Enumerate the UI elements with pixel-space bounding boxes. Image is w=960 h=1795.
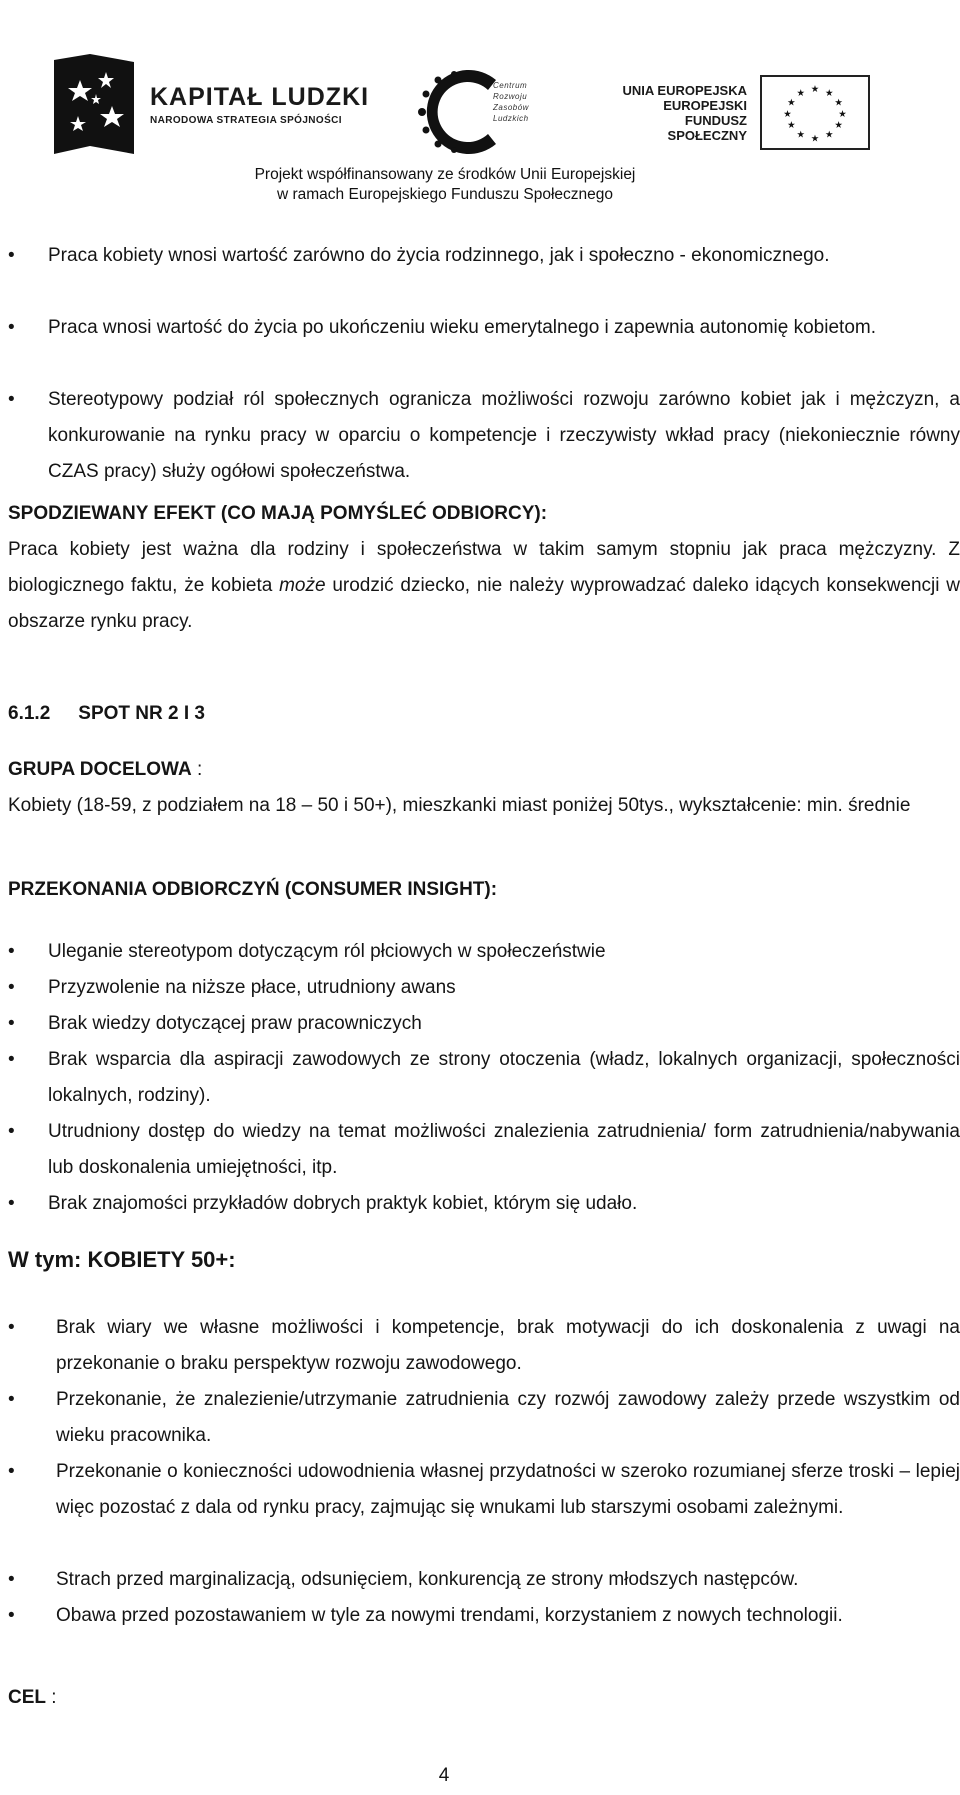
crzl-line: Zasobów bbox=[493, 103, 529, 112]
crzl-logo-text bbox=[493, 80, 529, 124]
target-text: Kobiety (18-59, z podziałem na 18 – 50 i 50+), mieszkanki miast poniżej 50tys., wykształcenie: min. średnie bbox=[8, 795, 911, 816]
svg-text:★: ★ bbox=[796, 87, 806, 99]
target-heading-label: GRUPA DOCELOWA bbox=[8, 759, 192, 780]
list-item-text: Przekonanie o konieczności udowodnienia własnej przydatności w szeroko rozumianej sferze troski – lepiej więc pozostać z dala od rynku pracy, zajmując się wnukami lub starszymi osobami zależnymi. bbox=[56, 1461, 960, 1518]
women50-heading: W tym: KOBIETY 50+: bbox=[8, 1247, 236, 1272]
bullet: • bbox=[8, 317, 15, 338]
bullet: • bbox=[8, 1193, 15, 1214]
list-item-text: Praca wnosi wartość do życia po ukończeniu wieku emerytalnego i zapewnia autonomię kobietom. bbox=[48, 317, 876, 338]
bullet: • bbox=[8, 1013, 15, 1034]
list-item-text: Brak wiedzy dotyczącej praw pracowniczych bbox=[48, 1013, 422, 1034]
svg-text:★: ★ bbox=[783, 108, 792, 120]
kapital-ludzki-title: KAPITAŁ LUDZKI bbox=[150, 83, 370, 111]
svg-text:★: ★ bbox=[787, 120, 796, 132]
svg-text:★: ★ bbox=[834, 120, 843, 132]
list-item-text: Utrudniony dostęp do wiedzy na temat możliwości znalezienia zatrudnienia/ form zatrudnienia/nabywania lub doskonalenia umiejętności, itp. bbox=[48, 1121, 960, 1178]
bullet: • bbox=[8, 1605, 15, 1626]
effect-text-part: Praca kobiety jest ważna dla rodziny i społeczeństwa w takim samym stopniu jak praca mężczyzny. Z biologicznego faktu, że kobieta bbox=[8, 539, 960, 596]
list-item-text: Stereotypowy podział ról społecznych ogranicza możliwości rozwoju zarówno kobiet jak i mężczyzn, a konkurowanie na rynku pracy w oparciu o kompetencje i rzeczywisty wkład pracy (niekoniecznie równy CZAS pracy) służy ogółowi społeczeństwa. bbox=[48, 389, 960, 482]
effect-emphasis: może bbox=[279, 575, 326, 596]
svg-text:★: ★ bbox=[838, 108, 847, 120]
crzl-line: Ludzkich bbox=[493, 114, 529, 123]
eu-line: UNIA EUROPEJSKA bbox=[622, 83, 747, 98]
list-item-text: Uleganie stereotypom dotyczącym ról płciowych w społeczeństwie bbox=[48, 941, 606, 962]
list-item-text: Przyzwolenie na niższe płace, utrudniony awans bbox=[48, 977, 456, 998]
effect-heading: SPODZIEWANY EFEKT (CO MAJĄ POMYŚLEĆ ODBIORCY): bbox=[8, 503, 548, 524]
svg-text:★: ★ bbox=[824, 87, 834, 99]
list-item-text: Przekonanie, że znalezienie/utrzymanie zatrudnienia czy rozwój zawodowy zależy przede wszystkim od wieku pracownika. bbox=[56, 1389, 960, 1446]
crzl-line: Centrum bbox=[493, 81, 528, 90]
bullet: • bbox=[8, 1049, 15, 1070]
insight-heading: PRZEKONANIA ODBIORCZYŃ (CONSUMER INSIGHT): bbox=[8, 879, 498, 900]
eu-line: EUROPEJSKI bbox=[663, 98, 747, 113]
list-item-text: Brak znajomości przykładów dobrych praktyk kobiet, którym się udało. bbox=[48, 1193, 638, 1214]
svg-text:★: ★ bbox=[787, 97, 796, 109]
svg-text:★: ★ bbox=[834, 97, 843, 109]
target-heading-colon: : bbox=[191, 759, 203, 780]
eu-line: FUNDUSZ SPOŁECZNY bbox=[667, 113, 747, 143]
effect-paragraph bbox=[8, 532, 960, 640]
goal-heading-label: CEL bbox=[8, 1687, 46, 1708]
bullet: • bbox=[8, 1461, 15, 1482]
goal-heading-colon: : bbox=[46, 1687, 57, 1708]
target-heading bbox=[8, 752, 960, 788]
document-header bbox=[0, 0, 960, 210]
page-number: 4 bbox=[438, 1765, 450, 1786]
bullet: • bbox=[8, 245, 15, 266]
project-funding-line-1: Projekt współfinansowany ze środków Unii Europejskiej bbox=[254, 166, 636, 183]
list-item-text: Brak wiary we własne możliwości i kompetencje, brak motywacji do ich doskonalenia z uwagi na przekonanie o braku perspektyw rozwoju zawodowego. bbox=[56, 1317, 960, 1374]
eu-flag-icon bbox=[760, 75, 870, 150]
section-number: 6.1.2 bbox=[8, 703, 51, 724]
svg-text:★: ★ bbox=[796, 129, 806, 141]
bullet: • bbox=[8, 1389, 15, 1410]
kapital-ludzki-subtitle: NARODOWA STRATEGIA SPÓJNOŚCI bbox=[150, 115, 342, 126]
bullet: • bbox=[8, 1317, 15, 1338]
crzl-line: Rozwoju bbox=[493, 92, 528, 101]
bullet: • bbox=[8, 1121, 15, 1142]
list-item-text: Strach przed marginalizacją, odsunięciem, konkurencją ze strony młodszych następców. bbox=[56, 1569, 799, 1590]
bullet: • bbox=[8, 389, 15, 410]
goal-heading bbox=[8, 1680, 960, 1716]
svg-text:★: ★ bbox=[810, 84, 820, 96]
section-title: SPOT NR 2 I 3 bbox=[78, 703, 205, 724]
svg-text:★: ★ bbox=[824, 129, 834, 141]
project-funding-line-2: w ramach Europejskiego Funduszu Społecznego bbox=[276, 186, 614, 203]
list-item-text: Praca kobiety wnosi wartość zarówno do życia rodzinnego, jak i społeczno - ekonomicznego. bbox=[48, 245, 830, 266]
effect-text-part: urodzić dziecko, nie należy wyprowadzać daleko idących konsekwencji w obszarze rynku pracy. bbox=[8, 575, 960, 632]
eu-logo-text bbox=[617, 83, 747, 143]
list-item-text: Obawa przed pozostawaniem w tyle za nowymi trendami, korzystaniem z nowych technologii. bbox=[56, 1605, 843, 1626]
bullet: • bbox=[8, 1569, 15, 1590]
bullet: • bbox=[8, 977, 15, 998]
list-item-text: Brak wsparcia dla aspiracji zawodowych ze strony otoczenia (władz, lokalnych organizacji, społeczności lokalnych, rodziny). bbox=[48, 1049, 960, 1106]
svg-text:★: ★ bbox=[810, 133, 820, 145]
section-heading bbox=[8, 696, 960, 732]
kapital-ludzki-flag-icon bbox=[50, 50, 138, 158]
bullet: • bbox=[8, 941, 15, 962]
